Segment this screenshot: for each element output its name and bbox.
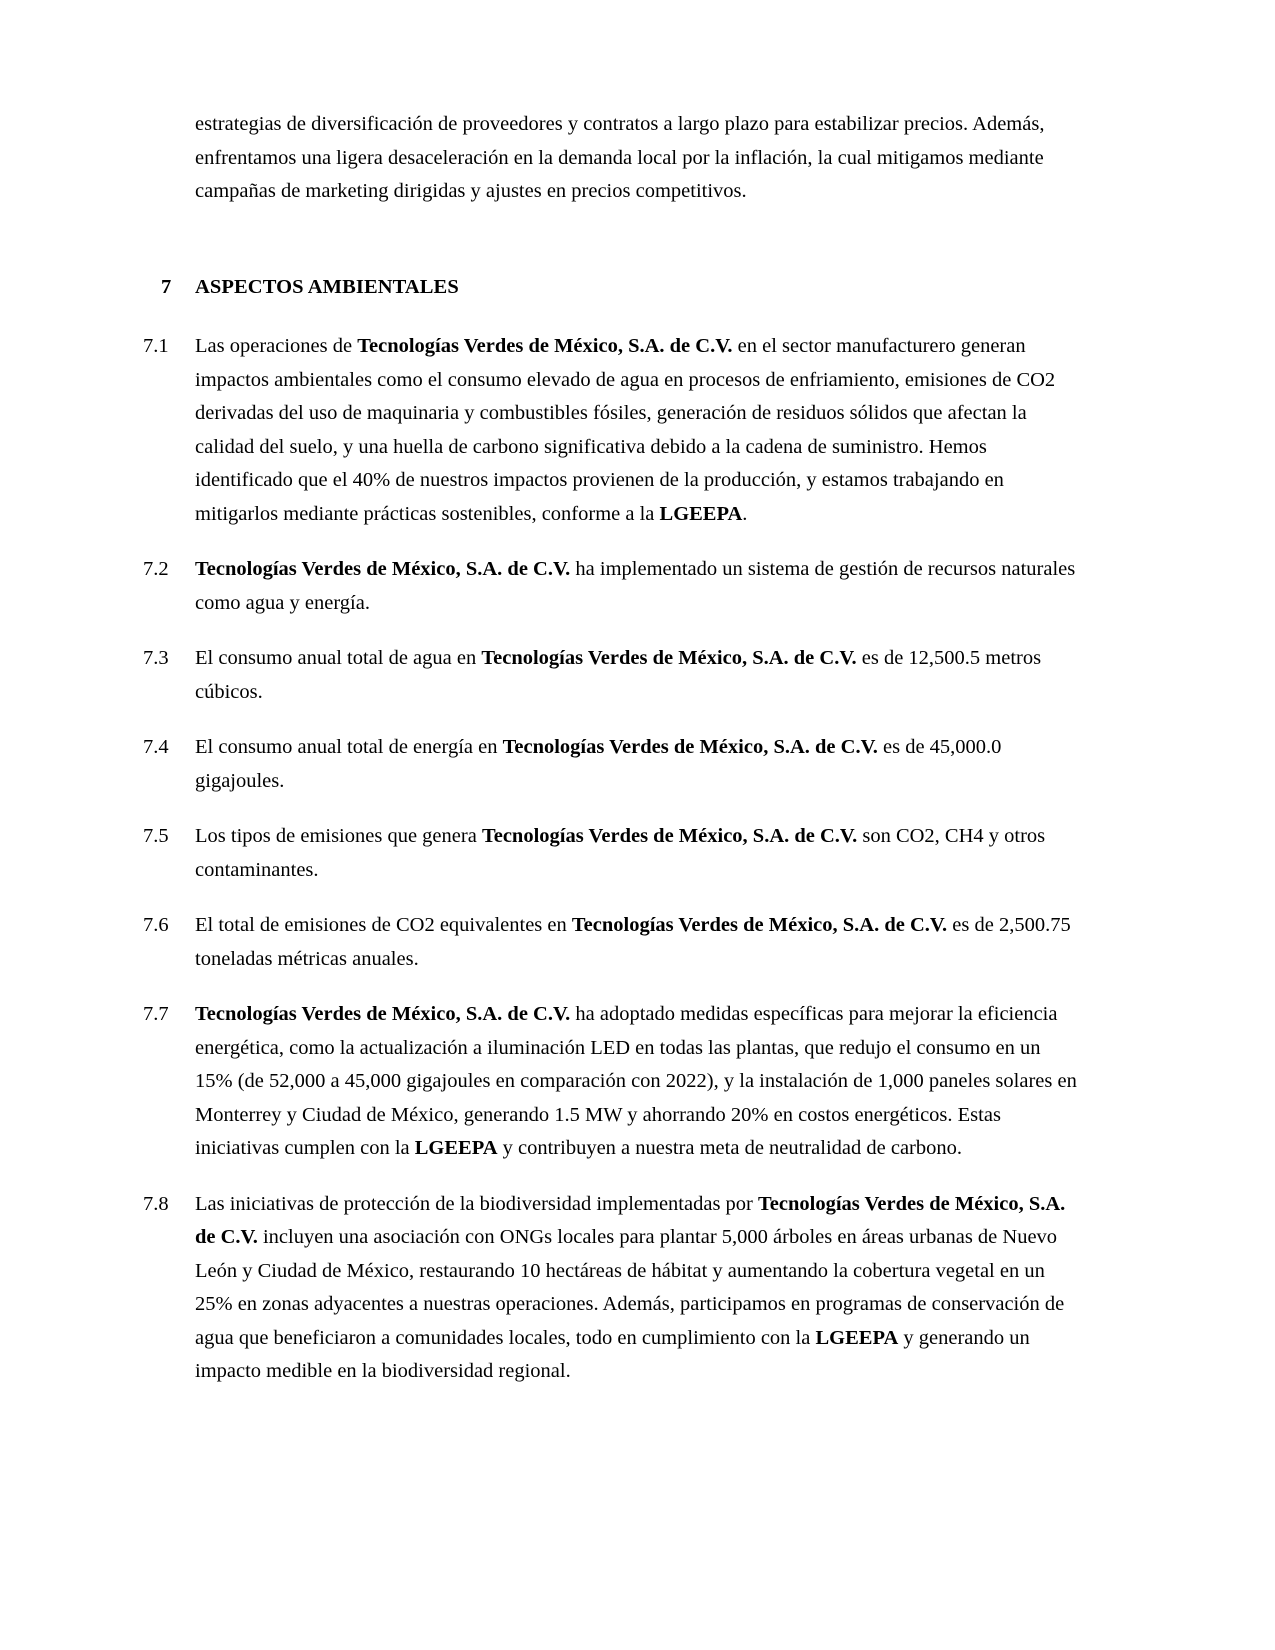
clause-emphasis: Tecnologías Verdes de México, S.A. de C.V. bbox=[195, 1192, 1066, 1248]
clause-segment: y generando un impacto medible en la biodiversidad regional. bbox=[195, 1326, 1030, 1382]
clause-emphasis: LGEEPA bbox=[815, 1326, 899, 1349]
clause-list bbox=[143, 330, 1078, 1389]
clause-segment: es de 12,500.5 metros cúbicos. bbox=[195, 647, 1042, 703]
clause-item bbox=[143, 1188, 1078, 1389]
clause-number: 7.4 bbox=[143, 736, 169, 758]
section-heading bbox=[143, 271, 1078, 305]
clause-text bbox=[195, 642, 1078, 709]
clause-number: 7.2 bbox=[143, 558, 169, 580]
clause-segment: ha implementado un sistema de gestión de recursos naturales como agua y energía. bbox=[195, 558, 1076, 614]
clause-emphasis: Tecnologías Verdes de México, S.A. de C.V. bbox=[481, 647, 857, 669]
clause-text bbox=[195, 731, 1078, 798]
intro-paragraph: estrategias de diversificación de proveedores y contratos a largo plazo para estabilizar precios. Además, enfrentamos una ligera desaceleración en la demanda local por la inflación, la cual mitigamos mediante campañas de marketing dirigidas y ajustes en precios competitivos. bbox=[195, 113, 1045, 202]
clause-segment: ha adoptado medidas específicas para mejorar la eficiencia energética, como la actualización a iluminación LED en todas las plantas, que redujo el consumo en un 15% (de 52,000 a 45,000 gigajoules en comparación con 2022), y la instalación de 1,000 paneles solares en Monterrey y Ciudad de México, generando 1.5 MW y ahorrando 20% en costos energéticos. Estas iniciativas cumplen con la bbox=[195, 1003, 1077, 1159]
clause-emphasis: Tecnologías Verdes de México, S.A. de C.V. bbox=[502, 736, 878, 758]
clause-text bbox=[195, 553, 1078, 620]
clause-emphasis: Tecnologías Verdes de México, S.A. de C.V. bbox=[481, 825, 858, 847]
clause-segment: Las operaciones de bbox=[195, 335, 358, 357]
page-content bbox=[143, 108, 1078, 1389]
clause-item bbox=[143, 553, 1078, 620]
clause-number: 7.1 bbox=[143, 335, 169, 357]
clause-text bbox=[195, 820, 1078, 887]
clause-text bbox=[195, 909, 1078, 976]
clause-emphasis: Tecnologías Verdes de México, S.A. de C.V. bbox=[357, 335, 733, 357]
clause-emphasis: Tecnologías Verdes de México, S.A. de C.V. bbox=[195, 1003, 571, 1025]
clause-item bbox=[143, 642, 1078, 709]
clause-segment: Las iniciativas de protección de la biodiversidad implementadas por bbox=[195, 1192, 758, 1215]
clause-emphasis: Tecnologías Verdes de México, S.A. de C.V. bbox=[571, 914, 948, 936]
clause-segment: y contribuyen a nuestra meta de neutralidad de carbono. bbox=[497, 1137, 962, 1159]
clause-segment: El total de emisiones de CO2 equivalentes en bbox=[195, 914, 572, 936]
clause-number: 7.8 bbox=[143, 1192, 169, 1215]
clause-emphasis: LGEEPA bbox=[414, 1137, 498, 1159]
clause-segment: incluyen una asociación con ONGs locales para plantar 5,000 árboles en áreas urbanas de Nuevo León y Ciudad de México, restaurando 10 hectáreas de hábitat y aumentando la cobertura vegetal en un 25% en zonas adyacentes a nuestras operaciones. Además, participamos en programas de conservación de agua que beneficiaron a comunidades locales, todo en cumplimiento con la bbox=[195, 1226, 1065, 1349]
clause-segment: El consumo anual total de agua en bbox=[195, 647, 482, 669]
clause-item bbox=[143, 731, 1078, 798]
clause-segment: . bbox=[742, 502, 748, 525]
clause-item bbox=[143, 909, 1078, 976]
clause-number: 7.7 bbox=[143, 1003, 169, 1025]
clause-emphasis: LGEEPA bbox=[659, 502, 743, 525]
section-title: ASPECTOS AMBIENTALES bbox=[195, 275, 459, 298]
clause-segment: Los tipos de emisiones que genera bbox=[195, 825, 482, 847]
clause-emphasis: Tecnologías Verdes de México, S.A. de C.V. bbox=[195, 558, 571, 580]
clause-number: 7.5 bbox=[143, 825, 169, 847]
clause-segment: es de 2,500.75 toneladas métricas anuales. bbox=[195, 914, 1071, 970]
clause-text bbox=[195, 1188, 1078, 1389]
clause-text bbox=[195, 330, 1078, 531]
section-number: 7 bbox=[161, 275, 172, 298]
clause-segment: es de 45,000.0 gigajoules. bbox=[195, 736, 1002, 792]
clause-segment: son CO2, CH4 y otros contaminantes. bbox=[195, 825, 1046, 881]
clause-text bbox=[195, 998, 1078, 1166]
clause-item bbox=[143, 820, 1078, 887]
clause-segment: El consumo anual total de energía en bbox=[195, 736, 503, 758]
clause-segment: en el sector manufacturero generan impactos ambientales como el consumo elevado de agua en procesos de enfriamiento, emisiones de CO2 derivadas del uso de maquinaria y combustibles fósiles, generación de residuos sólidos que afectan la calidad del suelo, y una huella de carbono significativa debido a la cadena de suministro. Hemos identificado que el 40% de nuestros impactos provienen de la producción, y estamos trabajando en mitigarlos mediante prácticas sostenibles, conforme a la bbox=[195, 335, 1056, 525]
clause-number: 7.6 bbox=[143, 914, 169, 936]
clause-item bbox=[143, 998, 1078, 1166]
clause-number: 7.3 bbox=[143, 647, 169, 669]
clause-item bbox=[143, 330, 1078, 531]
